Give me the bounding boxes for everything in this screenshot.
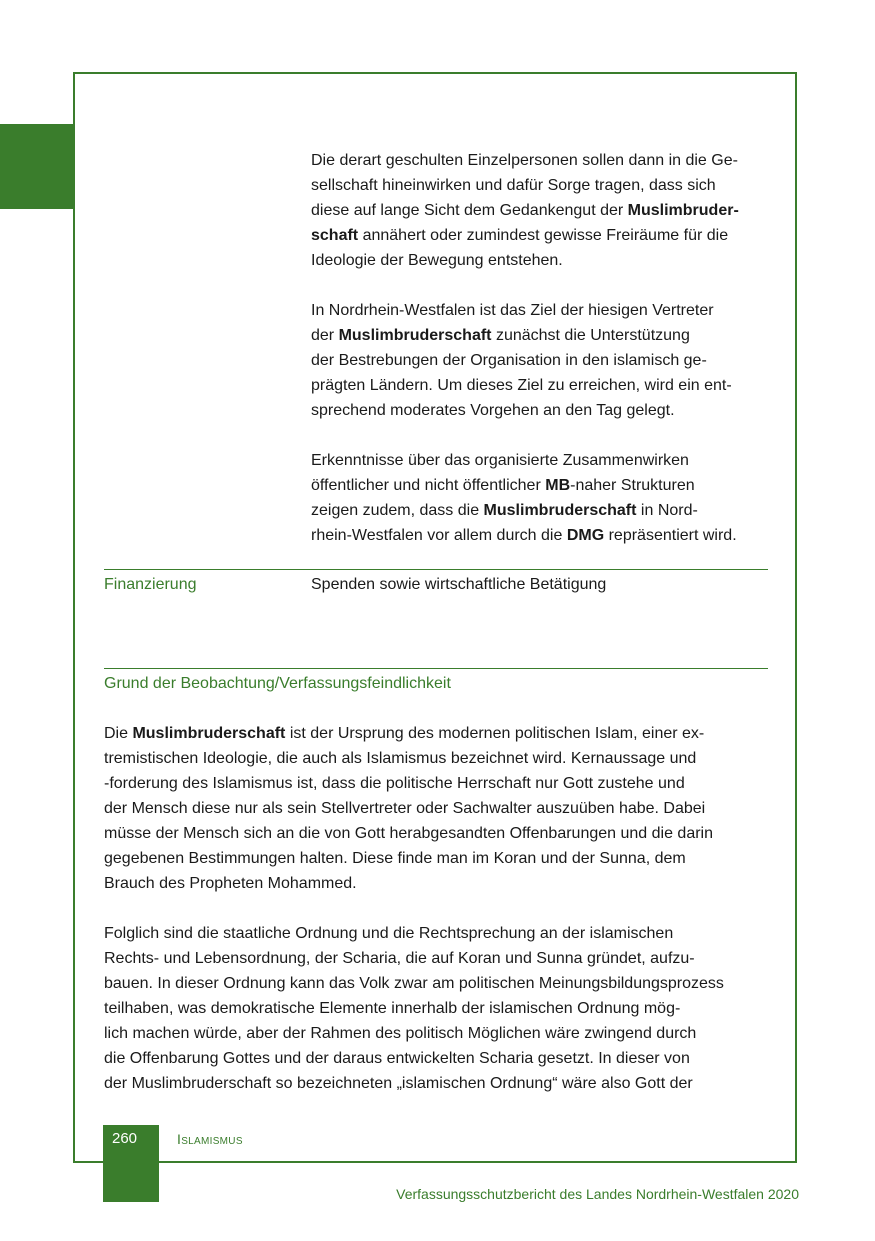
financing-label: Finanzierung <box>104 576 197 593</box>
body2-line-1: Folglich sind die staatliche Ordnung und die Rechtsprechung an der islamischen <box>104 925 674 942</box>
section-divider <box>104 668 768 669</box>
body1-line-3: -forderung des Islamismus ist, dass die politische Herrschaft nur Gott zustehe und <box>104 775 685 792</box>
intro-line-5: Ideologie der Bewegung entstehen. <box>311 252 563 269</box>
para2-line-3: der Bestrebungen der Organisation in den islamisch ge- <box>311 352 707 369</box>
para2-line-2: der Muslimbruderschaft zunächst die Unterstützung <box>311 327 690 344</box>
body2-line-5: lich machen würde, aber der Rahmen des politisch Möglichen wäre zwingend durch <box>104 1025 697 1042</box>
body2-line-3: bauen. In dieser Ordnung kann das Volk zwar am politischen Meinungsbildungsprozess <box>104 975 724 992</box>
para3-line-4: rhein-Westfalen vor allem durch die DMG repräsentiert wird. <box>311 527 737 544</box>
financing-divider <box>104 569 768 570</box>
para3-line-2: öffentlicher und nicht öffentlicher MB-naher Strukturen <box>311 477 695 494</box>
running-section-title: Islamismus <box>177 1131 243 1147</box>
body1-line-5: müsse der Mensch sich an die von Gott herabgesandten Offenbarungen und die darin <box>104 825 713 842</box>
intro-line-1: Die derart geschulten Einzelpersonen sollen dann in die Ge- <box>311 152 738 169</box>
section-heading: Grund der Beobachtung/Verfassungsfeindlichkeit <box>104 675 451 692</box>
intro-line-3: diese auf lange Sicht dem Gedankengut der Muslimbruder- <box>311 202 739 219</box>
body1-line-6: gegebenen Bestimmungen halten. Diese finde man im Koran und der Sunna, dem <box>104 850 686 867</box>
para3-line-1: Erkenntnisse über das organisierte Zusammenwirken <box>311 452 689 469</box>
body1-line-1: Die Muslimbruderschaft ist der Ursprung des modernen politischen Islam, einer ex- <box>104 725 705 742</box>
body2-line-4: teilhaben, was demokratische Elemente innerhalb der islamischen Ordnung mög- <box>104 1000 681 1017</box>
page-number: 260 <box>112 1130 138 1147</box>
body2-line-2: Rechts- und Lebensordnung, der Scharia, die auf Koran und Sunna gründet, aufzu- <box>104 950 695 967</box>
chapter-side-tab <box>0 124 75 209</box>
body1-line-4: der Mensch diese nur als sein Stellvertreter oder Sachwalter auszuüben habe. Dabei <box>104 800 706 817</box>
para2-line-4: prägten Ländern. Um dieses Ziel zu erreichen, wird ein ent- <box>311 377 732 394</box>
para2-line-5: sprechend moderates Vorgehen an den Tag gelegt. <box>311 402 675 419</box>
report-footer: Verfassungsschutzbericht des Landes Nordrhein-Westfalen 2020 <box>396 1186 799 1202</box>
body2-line-6: die Offenbarung Gottes und der daraus entwickelten Scharia gesetzt. In dieser von <box>104 1050 690 1067</box>
body2-line-7: der Muslimbruderschaft so bezeichneten „islamischen Ordnung“ wäre also Gott der <box>104 1075 693 1092</box>
para2-line-1: In Nordrhein-Westfalen ist das Ziel der hiesigen Vertreter <box>311 302 714 319</box>
financing-value: Spenden sowie wirtschaftliche Betätigung <box>311 576 607 593</box>
intro-line-2: sellschaft hineinwirken und dafür Sorge tragen, dass sich <box>311 177 716 194</box>
body1-line-2: tremistischen Ideologie, die auch als Islamismus bezeichnet wird. Kernaussage und <box>104 750 697 767</box>
para3-line-3: zeigen zudem, dass die Muslimbruderschaft in Nord- <box>311 502 698 519</box>
body1-line-7: Brauch des Propheten Mohammed. <box>104 875 357 892</box>
intro-line-4: schaft annähert oder zumindest gewisse Freiräume für die <box>311 227 729 244</box>
